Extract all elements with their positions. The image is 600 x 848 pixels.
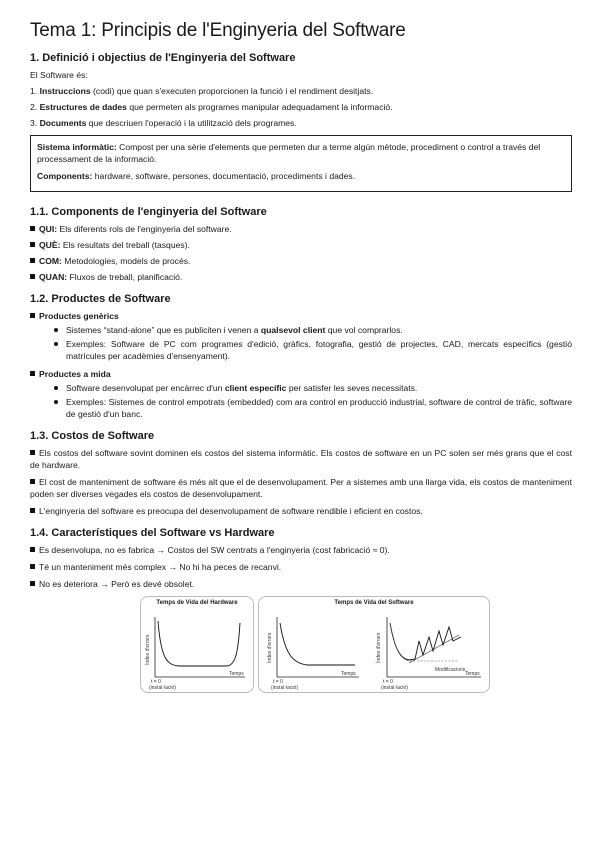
definition-sistema: Sistema informàtic: Compost per una sèrie d'elements que permeten dur a terme algún mètode, procediment o control a través del processament de la informació. bbox=[37, 142, 541, 164]
dot-bullet-icon bbox=[54, 386, 58, 390]
dot-bullet-icon bbox=[54, 400, 58, 404]
software-item-2: 2. Estructures de dades que permeten als programes manipular adequadament la informació. bbox=[30, 102, 393, 112]
square-bullet-icon bbox=[30, 479, 35, 484]
dot-bullet-icon bbox=[54, 328, 58, 332]
characteristic-3: No es deteriora → Però es devé obsolet. bbox=[30, 578, 572, 590]
square-bullet-icon bbox=[30, 242, 35, 247]
section-1-2 bbox=[30, 293, 572, 420]
software-ideal-t0-note: (instal·lació) bbox=[271, 685, 298, 691]
section-1-heading: 1. Definició i objectius de l'Enginyeria del Software bbox=[30, 52, 296, 64]
square-bullet-icon bbox=[30, 313, 35, 318]
section-1-4 bbox=[30, 527, 572, 590]
square-bullet-icon bbox=[30, 508, 35, 513]
square-bullet-icon bbox=[30, 258, 35, 263]
component-quan: QUAN: Fluxos de treball, planificació. bbox=[30, 271, 572, 283]
section-1-1 bbox=[30, 206, 572, 283]
list-item: Exemples: Software de PC com programes d'edició, gràfics, fotografia, gestió de projectes, CAD, mercats específics (gestió matrícules per acadèmies d'ensenyament). bbox=[54, 338, 572, 362]
cost-paragraph-1: Els costos del software sovint dominen els costos del sistema informàtic. Els costos de software en un PC solen ser més grans que el cost de hardware. bbox=[30, 448, 572, 470]
custom-products-title: Productes a mida bbox=[30, 368, 572, 380]
square-bullet-icon bbox=[30, 371, 35, 376]
cost-paragraph-3: L'enginyeria del software es preocupa del desenvolupament de software rendible i eficient en costos. bbox=[30, 505, 572, 517]
section-1-3-heading: 1.3. Costos de Software bbox=[30, 430, 155, 442]
square-bullet-icon bbox=[30, 581, 35, 586]
component-que: QUÈ: Els resultats del treball (tasques). bbox=[30, 239, 572, 251]
list-item: Software desenvolupat per encàrrec d'un client específic per satisfer les seves necessitats. bbox=[54, 382, 572, 394]
characteristic-2: Té un manteniment més complex → No hi ha peces de recanvi. bbox=[30, 561, 572, 573]
lifetime-figure bbox=[140, 596, 490, 691]
software-panel bbox=[258, 596, 490, 693]
software-ideal-t0-label: t = 0 bbox=[273, 679, 283, 685]
square-bullet-icon bbox=[30, 547, 35, 552]
square-bullet-icon bbox=[30, 226, 35, 231]
section-1-2-heading: 1.2. Productes de Software bbox=[30, 293, 171, 305]
hardware-bathtub-curve bbox=[141, 597, 253, 692]
hardware-panel-title: Temps de Vida del Hardware bbox=[156, 600, 238, 606]
hardware-x-label: Temps bbox=[229, 671, 244, 677]
characteristic-1: Es desenvolupa, no es fabrica → Costos del SW centrats a l'enginyeria (cost fabricació ≈ 0). bbox=[30, 544, 572, 556]
page-title: Tema 1: Principis de l'Enginyeria del Software bbox=[30, 20, 406, 41]
generic-products-list bbox=[30, 324, 572, 362]
definition-box bbox=[30, 135, 572, 192]
hardware-t0-label: t = 0 bbox=[151, 679, 161, 685]
software-intro: El Software és: bbox=[30, 70, 88, 80]
section-1-3 bbox=[30, 430, 572, 517]
hardware-y-label: Índex d'errors bbox=[145, 634, 151, 665]
software-actual-curve bbox=[390, 623, 461, 660]
generic-products-title: Productes genèrics bbox=[30, 310, 572, 322]
component-qui: QUI: Els diferents rols de l'enginyeria del software. bbox=[30, 223, 572, 235]
hardware-panel bbox=[140, 596, 254, 693]
component-com: COM: Metodologies, models de procés. bbox=[30, 255, 572, 267]
software-ideal-curve bbox=[280, 623, 355, 665]
square-bullet-icon bbox=[30, 274, 35, 279]
section-1-1-heading: 1.1. Components de l'enginyeria del Software bbox=[30, 206, 267, 218]
hardware-t0-note: (instal·lació) bbox=[149, 685, 176, 691]
software-ideal-y-label: Índex d'errors bbox=[267, 632, 273, 663]
section-1-4-heading: 1.4. Característiques del Software vs Hardware bbox=[30, 527, 275, 539]
hardware-error-curve bbox=[158, 621, 240, 666]
square-bullet-icon bbox=[30, 564, 35, 569]
cost-paragraph-2: El cost de manteniment de software és més alt que el de desenvolupament. Per a sistemes amb una llarga vida, els costos de manteniment poden ser diverses vegades els costos de desenvolupament. bbox=[30, 477, 572, 499]
software-actual-t0-label: t = 0 bbox=[383, 679, 393, 685]
software-trend-line bbox=[409, 635, 459, 663]
section-1 bbox=[30, 52, 572, 192]
software-curves bbox=[259, 597, 489, 692]
definition-components: Components: hardware, software, persones, documentació, procediments i dades. bbox=[37, 171, 356, 181]
software-panel-title: Temps de Vida del Software bbox=[334, 600, 414, 606]
modifications-label: Modificacions bbox=[435, 667, 466, 673]
software-actual-y-label: Índex d'errors bbox=[376, 632, 382, 663]
dot-bullet-icon bbox=[54, 342, 58, 346]
software-item-3: 3. Documents que descriuen l'operació i la utilització dels programes. bbox=[30, 118, 297, 128]
software-ideal-x-label: Temps bbox=[341, 671, 356, 677]
software-actual-t0-note: (instal·lació) bbox=[381, 685, 408, 691]
software-actual-x-label: Temps bbox=[465, 671, 480, 677]
square-bullet-icon bbox=[30, 450, 35, 455]
software-item-1: 1. Instruccions (codi) que quan s'executen proporcionen la funció i el rendiment desitjats. bbox=[30, 86, 374, 96]
list-item: Exemples: Sistemes de control empotrats (embedded) com ara control en producció industrial, software de control de tràfic, software de gestió d'un banc. bbox=[54, 396, 572, 420]
list-item: Sistemes “stand-alone” que es publiciten i venen a qualsevol client que vol comprarlos. bbox=[54, 324, 572, 336]
custom-products-list bbox=[30, 382, 572, 420]
